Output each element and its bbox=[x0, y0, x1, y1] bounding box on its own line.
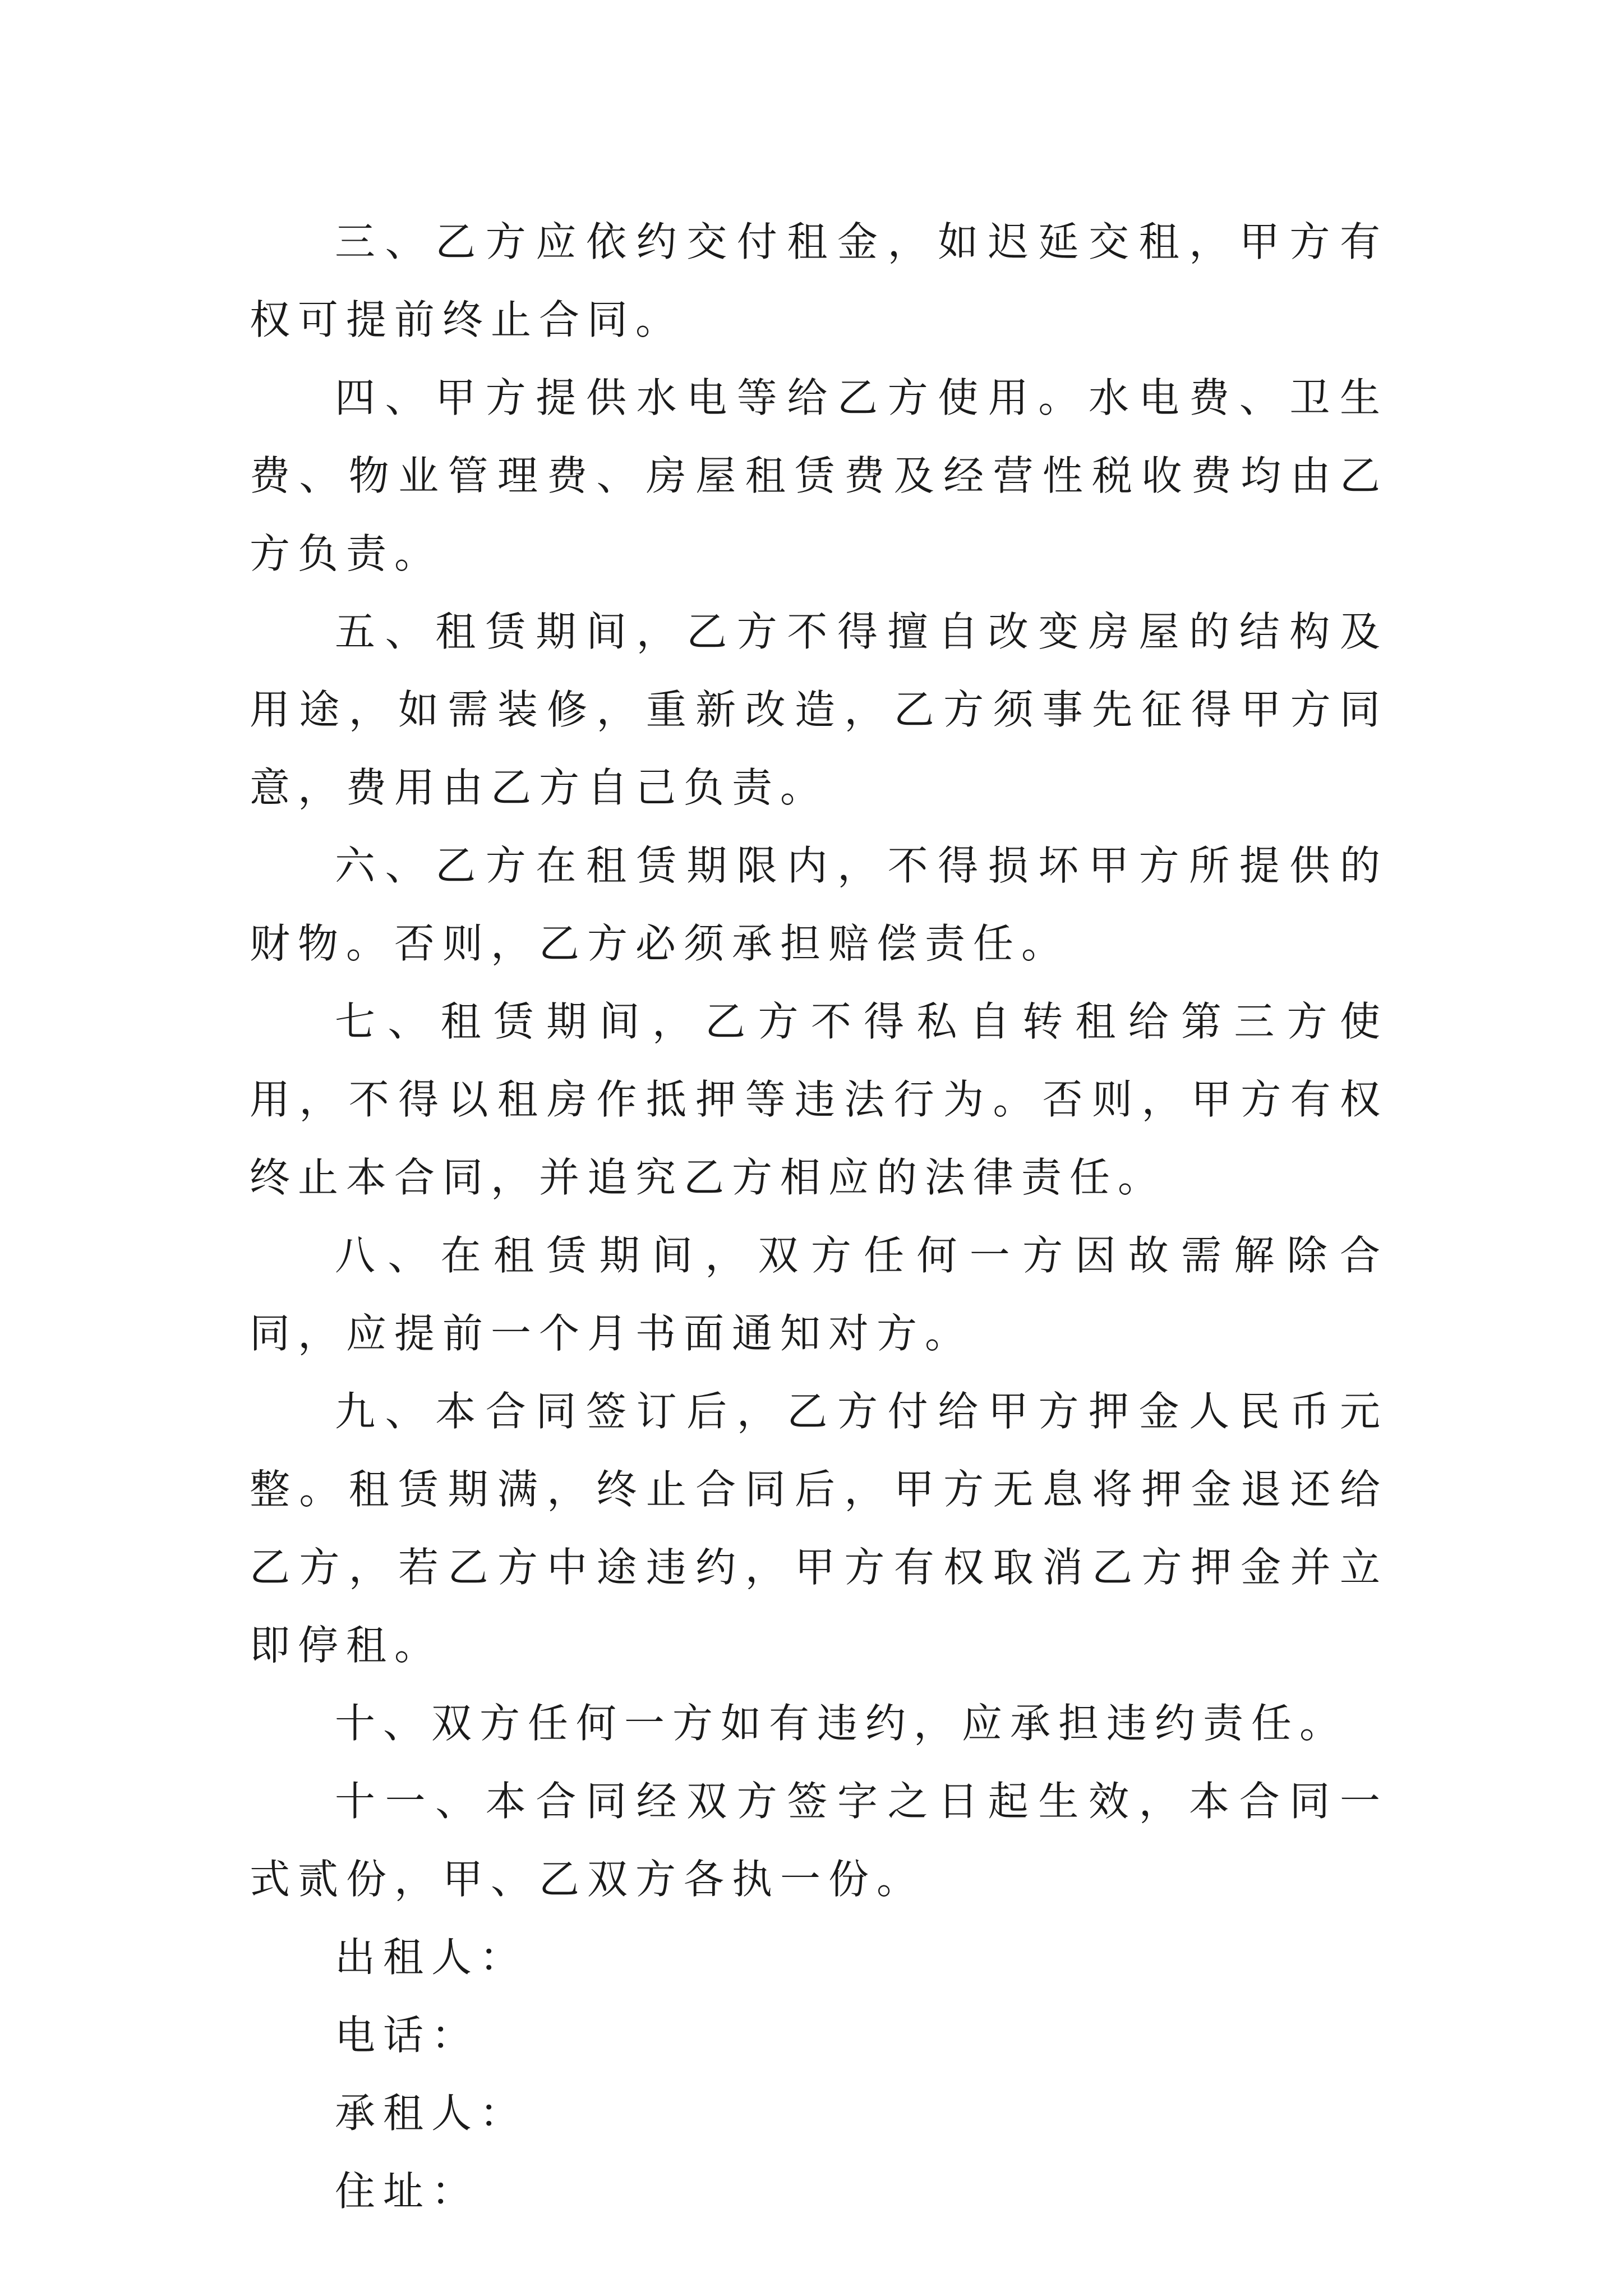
clause-6: 六、乙方在租赁期限内，不得损坏甲方所提供的财物。否则，乙方必须承担赔偿责任。 bbox=[250, 842, 1388, 967]
contract-body bbox=[250, 203, 1388, 2230]
clause-10: 十、双方任何一方如有违约，应承担违约责任。 bbox=[335, 1700, 1348, 1747]
clause-4: 四、甲方提供水电等给乙方使用。水电费、卫生费、物业管理费、房屋租赁费及经营性税收费均由乙方负责。 bbox=[250, 374, 1388, 577]
clause-11: 十一、本合同经双方签字之日起生效，本合同一式贰份，甲、乙双方各执一份。 bbox=[250, 1778, 1388, 1903]
lessor-signature-line: 出租人： bbox=[335, 1934, 528, 1981]
phone-line: 电话： bbox=[335, 2012, 480, 2059]
clause-3: 三、乙方应依约交付租金，如迟延交租，甲方有权可提前终止合同。 bbox=[250, 218, 1388, 343]
clause-8: 八、在租赁期间，双方任何一方因故需解除合同，应提前一个月书面通知对方。 bbox=[250, 1232, 1388, 1357]
address-line: 住址： bbox=[335, 2168, 480, 2215]
lessee-signature-line: 承租人： bbox=[335, 2090, 528, 2137]
clause-7: 七、租赁期间，乙方不得私自转租给第三方使用，不得以租房作抵押等违法行为。否则，甲方有权终止本合同，并追究乙方相应的法律责任。 bbox=[250, 998, 1388, 1201]
clause-5: 五、租赁期间，乙方不得擅自改变房屋的结构及用途，如需装修，重新改造，乙方须事先征得甲方同意，费用由乙方自己负责。 bbox=[250, 608, 1388, 811]
clause-9: 九、本合同签订后，乙方付给甲方押金人民币元整。租赁期满，终止合同后，甲方无息将押金退还给乙方，若乙方中途违约，甲方有权取消乙方押金并立即停租。 bbox=[250, 1388, 1388, 1669]
